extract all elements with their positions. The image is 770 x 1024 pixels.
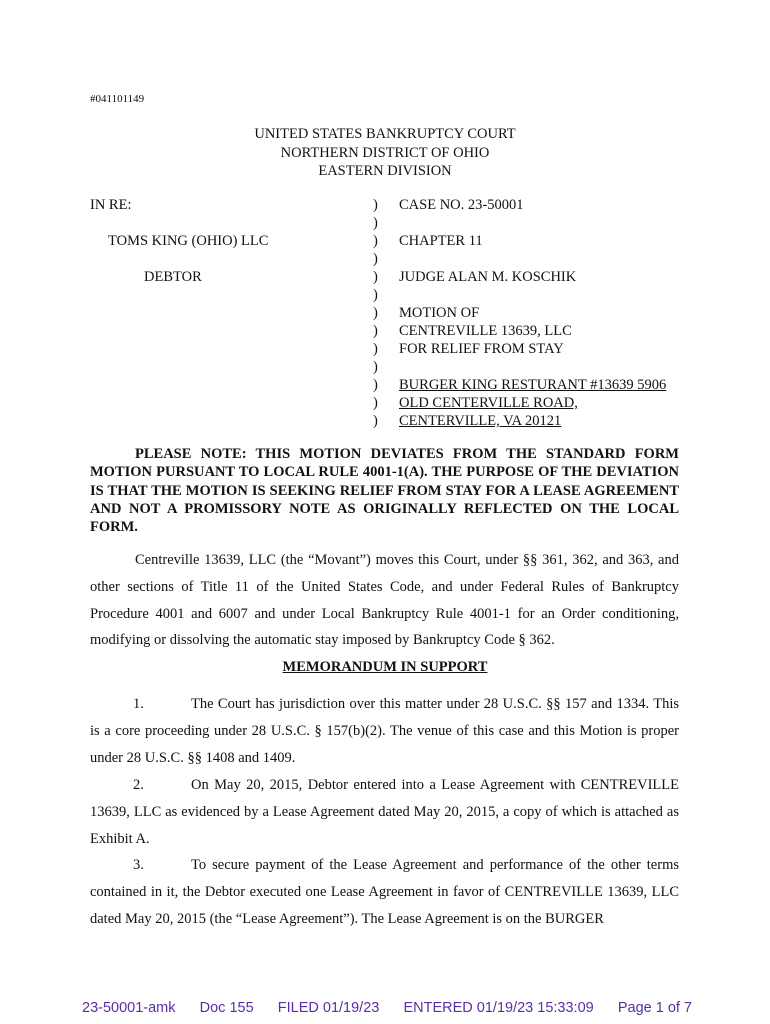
numbered-paragraph	[90, 691, 679, 771]
filing-stamp-footer	[82, 1000, 692, 1016]
footer-case-number: 23-50001-amk	[82, 1000, 176, 1016]
numbered-paragraph	[90, 772, 679, 852]
property-address-line: CENTERVILLE, VA 20121	[399, 413, 562, 429]
caption-paren: )	[373, 233, 378, 249]
caption-case-info	[399, 196, 699, 430]
caption-paren: )	[373, 251, 378, 267]
court-district: NORTHERN DISTRICT OF OHIO	[280, 144, 490, 161]
in-re-label: IN RE:	[90, 197, 132, 213]
caption-paren: )	[373, 413, 378, 429]
footer-doc-number: Doc 155	[199, 1000, 254, 1016]
document-number: #041101149	[90, 93, 145, 105]
paragraph-text: To secure payment of the Lease Agreement and performance of the other terms contained in it, the Debtor executed one Lease Agreement in favor of CENTREVILLE 13639, LLC dated May 20, 2015 (the “Lease Agreement”). The Lease Agreement is on the BURGER	[90, 857, 679, 927]
caption-paren: )	[373, 305, 378, 321]
memorandum-heading	[0, 659, 770, 676]
caption-paren: )	[373, 377, 378, 393]
caption-paren: )	[373, 197, 378, 213]
motion-title-line: FOR RELIEF FROM STAY	[399, 341, 564, 357]
paragraph-number: 1.	[133, 696, 144, 712]
motion-title-line: CENTREVILLE 13639, LLC	[399, 323, 572, 339]
paragraph-text: On May 20, 2015, Debtor entered into a Lease Agreement with CENTREVILLE 13639, LLC as evidenced by a Lease Agreement dated May 20, 2015, a copy of which is attached as Exhibit A.	[90, 777, 679, 847]
memorandum-heading-text: MEMORANDUM IN SUPPORT	[282, 659, 488, 675]
caption-paren: )	[373, 395, 378, 411]
debtor-label: DEBTOR	[144, 269, 202, 285]
intro-paragraph: Centreville 13639, LLC (the “Movant”) moves this Court, under §§ 361, 362, and 363, and other sections of Title 11 of the United States Code, and under Federal Rules of Bankruptcy Procedure 4001 and 6007 and under Local Bankruptcy Rule 4001-1 for an Order conditioning, modifying or dissolving the automatic stay imposed by Bankruptcy Code § 362.	[90, 552, 679, 649]
paragraph-number: 2.	[133, 777, 144, 793]
caption-paren: )	[373, 323, 378, 339]
paragraph-text: The Court has jurisdiction over this matter under 28 U.S.C. §§ 157 and 1334. This is a core proceeding under 28 U.S.C. § 157(b)(2). The venue of this case and this Motion is proper under 28 U.S.C. §§ 1408 and 1409.	[90, 696, 679, 766]
paragraph-number: 3.	[133, 857, 144, 873]
caption-paren: )	[373, 215, 378, 231]
judge: JUDGE ALAN M. KOSCHIK	[399, 269, 577, 285]
debtor-name: TOMS KING (OHIO) LLC	[108, 233, 269, 249]
footer-entered-date: ENTERED 01/19/23 15:33:09	[403, 1000, 594, 1016]
caption-parties	[90, 196, 370, 286]
court-name: UNITED STATES BANKRUPTCY COURT	[254, 126, 516, 142]
caption-paren: )	[373, 359, 378, 375]
footer-page-number: Page 1 of 7	[617, 1000, 692, 1016]
property-address-line: BURGER KING RESTURANT #13639 5906	[399, 377, 667, 393]
caption-paren: )	[373, 287, 378, 303]
chapter: CHAPTER 11	[399, 233, 483, 249]
caption-paren: )	[373, 341, 378, 357]
footer-filed-date: FILED 01/19/23	[277, 1000, 380, 1016]
deviation-notice: PLEASE NOTE: THIS MOTION DEVIATES FROM THE STANDARD FORM MOTION PURSUANT TO LOCAL RULE 4001-1(A). THE PURPOSE OF THE DEVIATION IS THAT THE MOTION IS SEEKING RELIEF FROM STAY FOR A LEASE AGREEMENT AND NOT A PROMISSORY NOTE AS ORIGINALLY REFLECTED ON THE LOCAL FORM.	[90, 446, 679, 536]
property-address-line: OLD CENTERVILLE ROAD,	[399, 395, 578, 411]
court-division: EASTERN DIVISION	[318, 163, 452, 179]
motion-title-line: MOTION OF	[399, 305, 480, 321]
caption-paren: )	[373, 269, 378, 285]
court-header	[0, 125, 770, 181]
numbered-paragraph	[90, 852, 679, 932]
case-number: CASE NO. 23-50001	[399, 197, 524, 213]
caption-parentheses	[373, 196, 383, 430]
